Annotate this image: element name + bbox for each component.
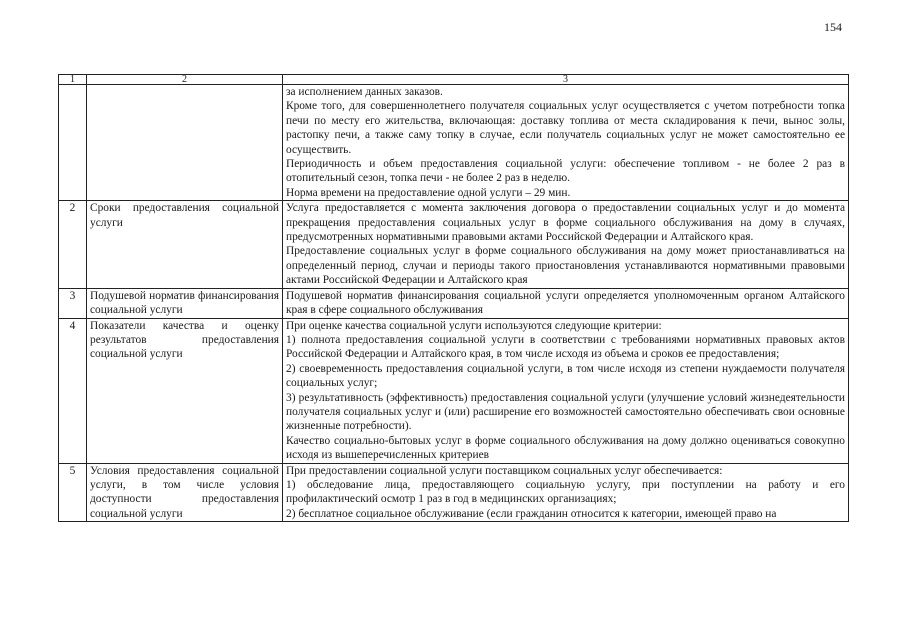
table-row [59,288,849,318]
row-description [283,201,849,288]
paragraph: 3) результативность (эффективность) предоставления социальной услуги (улучшение условий жизнедеятельности получателя социальных услуг и (или) расширение его возможностей самостоятельно обеспечивать свои основные жизненные потребности). [286,391,845,433]
row-number: 5 [59,463,87,522]
paragraph: 2) своевременность предоставления социальной услуги, в том числе исходя из степени нуждаемости получателя социальных услуг; [286,362,845,390]
paragraph: Услуга предоставляется с момента заключения договора о предоставлении социальных услуг и до момента прекращения предоставления социальных услуг в форме социального обслуживания на дому в случаях, предусмотренных нормативными правовыми актами Российской Федерации и Алтайского края. [286,202,845,244]
paragraph: При предоставлении социальной услуги поставщиком социальных услуг обеспечивается: [286,464,723,477]
table-row [59,85,849,201]
services-table [58,74,849,522]
table-row [59,201,849,288]
paragraph: Подушевой норматив финансирования социальной услуги определяется уполномоченным органом Алтайского края в сфере социального обслуживания [286,289,845,317]
row-number: 4 [59,318,87,463]
row-number: 3 [59,288,87,318]
row-description [283,288,849,318]
paragraph: Кроме того, для совершеннолетнего получателя социальных услуг осуществляется с учетом потребности топка печи по месту его жительства, включающая: доставку топлива от места складирования к печи, вынос золы, растопку печи, а также саму топку в случае, если получатель социальных услуг не может самостоятельно ее осуществить. [286,100,845,156]
page-number: 154 [824,20,842,34]
row-title [87,85,283,201]
header-col-3: 3 [283,75,849,85]
table-row [59,318,849,463]
row-number: 2 [59,201,87,288]
row-description [283,85,849,201]
paragraph: за исполнением данных заказов. [286,86,443,98]
paragraph: 2) бесплатное социальное обслуживание (если гражданин относится к категории, имеющей право на [286,507,777,520]
row-title: Показатели качества и оценку результатов предоставления социальной услуги [87,318,283,463]
table-header-row [59,75,849,85]
paragraph: Предоставление социальных услуг в форме социального обслуживания на дому может приостанавливаться на определенный период, случаи и периоды такого приостановления устанавливаются нормативными правовыми актами Российской Федерации и Алтайского края [286,245,845,287]
paragraph: 1) обследование лица, предоставляющего социальную услугу, при поступлении на работу и его профилактический осмотр 1 раз в год в медицинских организациях; [286,478,845,506]
row-description [283,318,849,463]
paragraph: Периодичность и объем предоставления социальной услуги: обеспечение топливом - не более 2 раз в отопительный сезон, топка печи - не более 2 раз в неделю. [286,158,845,185]
row-title: Подушевой норматив финансирования социальной услуги [87,288,283,318]
paragraph: При оценке качества социальной услуги используются следующие критерии: [286,319,662,332]
paragraph: Качество социально-бытовых услуг в форме социального обслуживания на дому должно оцениваться совокупно исходя из вышеперечисленных критериев [286,434,845,462]
paragraph: Норма времени на предоставление одной услуги – 29 мин. [286,186,571,199]
row-title: Сроки предоставления социальной услуги [87,201,283,288]
table-row [59,463,849,522]
paragraph: 1) полнота предоставления социальной услуги в соответствии с требованиями нормативных правовых актов Российской Федерации и Алтайского края, в том числе исходя из объема и сроков ее предоставления; [286,333,845,361]
header-col-2: 2 [87,75,283,85]
row-description [283,463,849,522]
header-col-1: 1 [59,75,87,85]
row-number [59,85,87,201]
row-title: Условия предоставления социальной услуги, в том числе условия доступности предоставления социальной услуги [87,463,283,522]
